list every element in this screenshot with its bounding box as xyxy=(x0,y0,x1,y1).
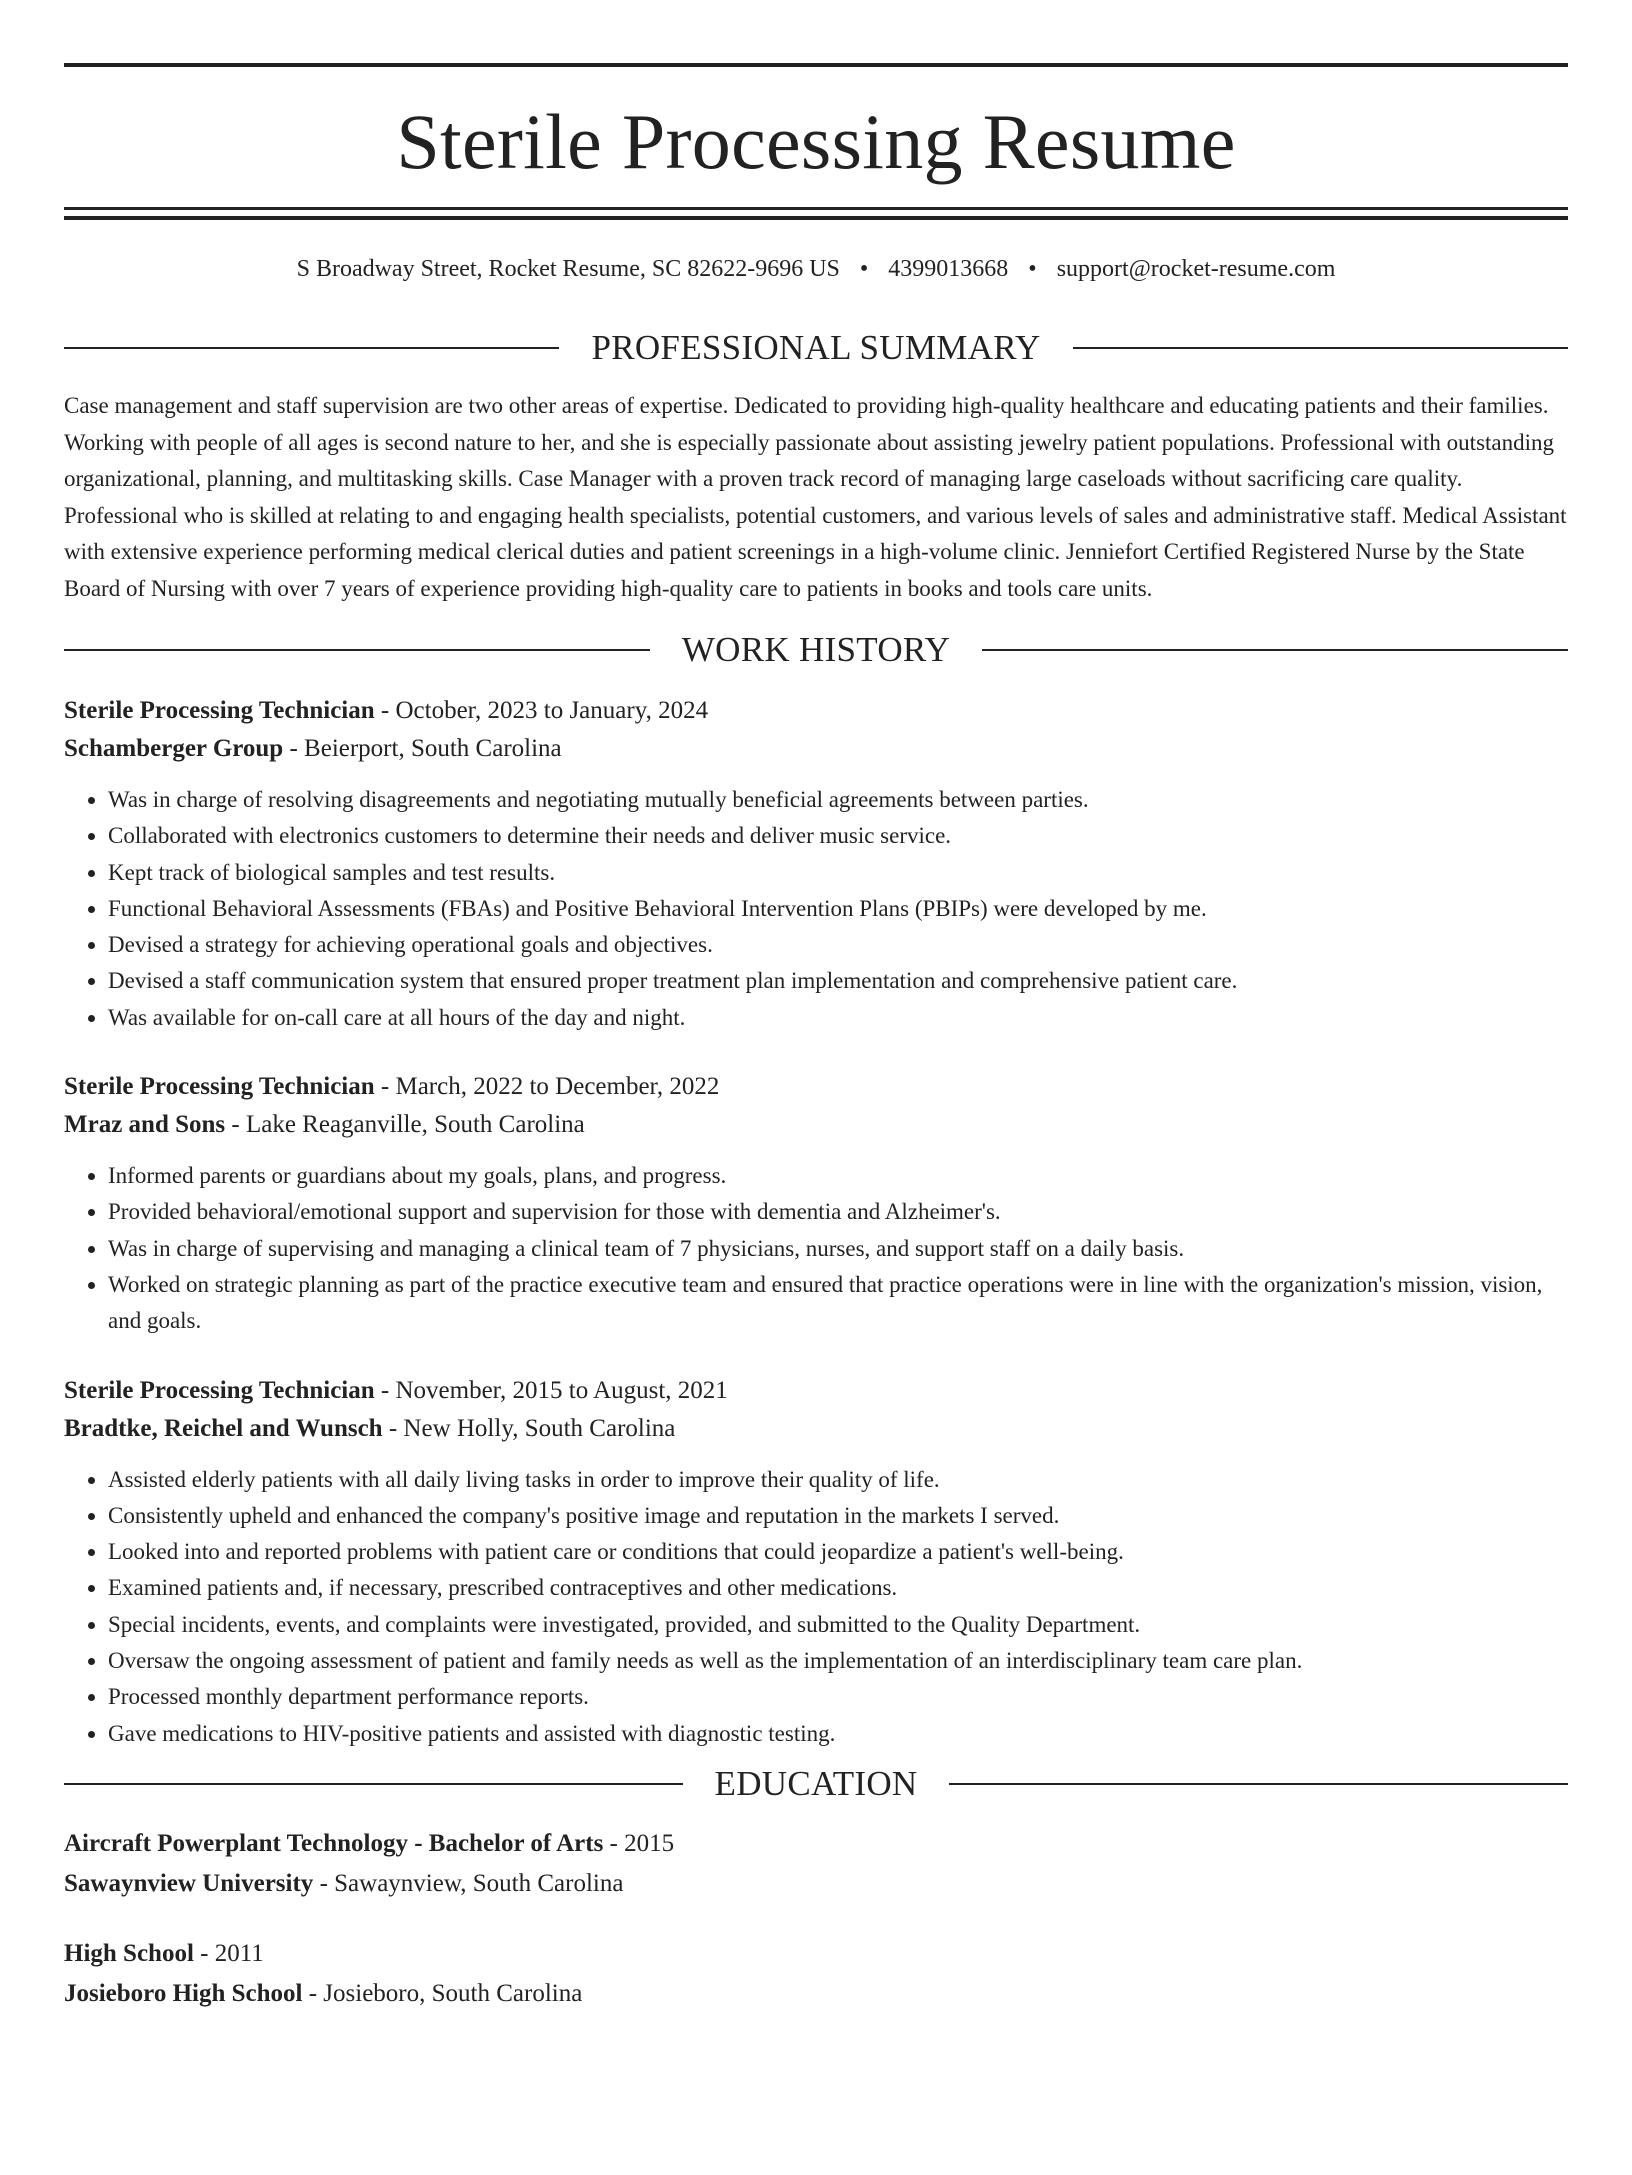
list-item: • Collaborated with electronics customers to determine their needs and deliver music service. xyxy=(108,818,1568,854)
education-year: - 2015 xyxy=(603,1829,675,1857)
education-year: - 2011 xyxy=(193,1939,264,1967)
job-bullets xyxy=(64,1158,1568,1339)
list-item: • Devised a strategy for achieving operational goals and objectives. xyxy=(108,927,1568,963)
education-degree-line xyxy=(64,1934,1568,1974)
job-bullets xyxy=(64,782,1568,1036)
job-entry xyxy=(64,692,1568,1036)
list-item: • Informed parents or guardians about my goals, plans, and progress. xyxy=(108,1158,1568,1194)
job-title-line xyxy=(64,1372,1568,1410)
section-title: EDUCATION xyxy=(714,1763,918,1803)
job-entry xyxy=(64,1068,1568,1339)
section-heading-summary xyxy=(64,328,1568,368)
list-item: • Processed monthly department performance reports. xyxy=(108,1679,1568,1715)
resume-title: Sterile Processing Resume xyxy=(396,98,1236,185)
contact-line xyxy=(64,254,1568,284)
job-title: Sterile Processing Technician xyxy=(64,1376,375,1404)
list-item: • Was available for on-call care at all hours of the day and night. xyxy=(108,1000,1568,1036)
summary-paragraph: Case management and staff supervision are two other areas of expertise. Dedicated to providing high-quality healthcare and educating patients and their families. Working with people of all ages is second nature to her, and she is especially passionate about assisting jewelry patient populations. Professional with outstanding organizational, planning, and multitasking skills. Case Manager with a proven track record of managing large caseloads without sacrificing care quality. Professional who is skilled at relating to and engaging health specialists, potential customers, and various levels of sales and administrative staff. Medical Assistant with extensive experience performing medical clerical duties and patient screenings in a high-volume clinic. Jenniefort Certified Registered Nurse by the State Board of Nursing with over 7 years of experience providing high-quality care to patients in books and tools care units. xyxy=(64,393,1567,601)
contact-address: S Broadway Street, Rocket Resume, SC 82622-9696 US xyxy=(296,256,840,282)
list-item: • Kept track of biological samples and test results. xyxy=(108,855,1568,891)
job-location: - New Holly, South Carolina xyxy=(382,1414,676,1442)
list-item: • Functional Behavioral Assessments (FBAs) and Positive Behavioral Intervention Plans (PBIPs) were developed by me. xyxy=(108,891,1568,927)
contact-email: support@rocket-resume.com xyxy=(1056,256,1336,282)
section-heading-education xyxy=(64,1764,1568,1804)
education-degree: Aircraft Powerplant Technology - Bachelor of Arts xyxy=(64,1829,604,1857)
list-item: • Special incidents, events, and complaints were investigated, provided, and submitted to the Quality Department. xyxy=(108,1607,1568,1643)
education-location: - Sawaynview, South Carolina xyxy=(313,1869,624,1897)
job-dates: - October, 2023 to January, 2024 xyxy=(374,697,709,724)
list-item: • Provided behavioral/emotional support and supervision for those with dementia and Alzheimer's. xyxy=(108,1194,1568,1230)
list-item: • Devised a staff communication system that ensured proper treatment plan implementation and comprehensive patient care. xyxy=(108,963,1568,999)
list-item: • Gave medications to HIV-positive patients and assisted with diagnostic testing. xyxy=(108,1716,1568,1752)
job-title: Sterile Processing Technician xyxy=(64,1073,375,1101)
job-company-line xyxy=(64,1106,1568,1144)
section-heading-work xyxy=(64,630,1568,670)
job-company: Schamberger Group xyxy=(64,735,284,762)
list-item: • Consistently upheld and enhanced the company's positive image and reputation in the markets I served. xyxy=(108,1498,1568,1534)
job-company-line xyxy=(64,1410,1568,1448)
section-title: WORK HISTORY xyxy=(681,630,951,669)
list-item: • Was in charge of supervising and managing a clinical team of 7 physicians, nurses, and support staff on a daily basis. xyxy=(108,1231,1568,1267)
education-entry xyxy=(64,1934,1568,2014)
list-item: • Examined patients and, if necessary, prescribed contraceptives and other medications. xyxy=(108,1570,1568,1606)
contact-phone: 4399013668 xyxy=(888,256,1009,282)
list-item: • Worked on strategic planning as part of the practice executive team and ensured that practice operations were in line with the organization's mission, vision, and goals. xyxy=(108,1267,1568,1340)
education-degree-line xyxy=(64,1824,1568,1864)
job-title-line xyxy=(64,1068,1568,1106)
job-location: - Beierport, South Carolina xyxy=(283,735,562,762)
job-company: Bradtke, Reichel and Wunsch xyxy=(64,1414,383,1442)
education-school-line xyxy=(64,1864,1568,1904)
job-dates: - March, 2022 to December, 2022 xyxy=(374,1073,720,1101)
list-item: • Assisted elderly patients with all daily living tasks in order to improve their quality of life. xyxy=(108,1462,1568,1498)
education-school: Sawaynview University xyxy=(64,1869,314,1897)
contact-separator: • xyxy=(1028,256,1037,282)
education-school-line xyxy=(64,1974,1568,2014)
job-dates: - November, 2015 to August, 2021 xyxy=(374,1376,728,1404)
job-bullets xyxy=(64,1462,1568,1752)
job-company: Mraz and Sons xyxy=(64,1111,226,1139)
job-company-line xyxy=(64,730,1568,768)
list-item: • Oversaw the ongoing assessment of patient and family needs as well as the implementation of an interdisciplinary team care plan. xyxy=(108,1643,1568,1679)
job-title-line xyxy=(64,692,1568,730)
job-title: Sterile Processing Technician xyxy=(64,697,375,724)
education-location: - Josieboro, South Carolina xyxy=(302,1979,583,2007)
education-entry xyxy=(64,1824,1568,1904)
contact-separator: • xyxy=(859,256,869,282)
list-item: • Was in charge of resolving disagreements and negotiating mutually beneficial agreements between parties. xyxy=(108,782,1568,818)
job-location: - Lake Reaganville, South Carolina xyxy=(225,1111,585,1139)
title-double-rule xyxy=(64,207,1568,220)
resume-page xyxy=(0,63,1632,2175)
education-school: Josieboro High School xyxy=(64,1979,303,2007)
top-rule xyxy=(64,63,1568,67)
list-item: • Looked into and reported problems with patient care or conditions that could jeopardize a patient's well-being. xyxy=(108,1534,1568,1570)
job-entry xyxy=(64,1372,1568,1752)
section-title: PROFESSIONAL SUMMARY xyxy=(591,328,1041,367)
education-degree: High School xyxy=(64,1939,194,1967)
